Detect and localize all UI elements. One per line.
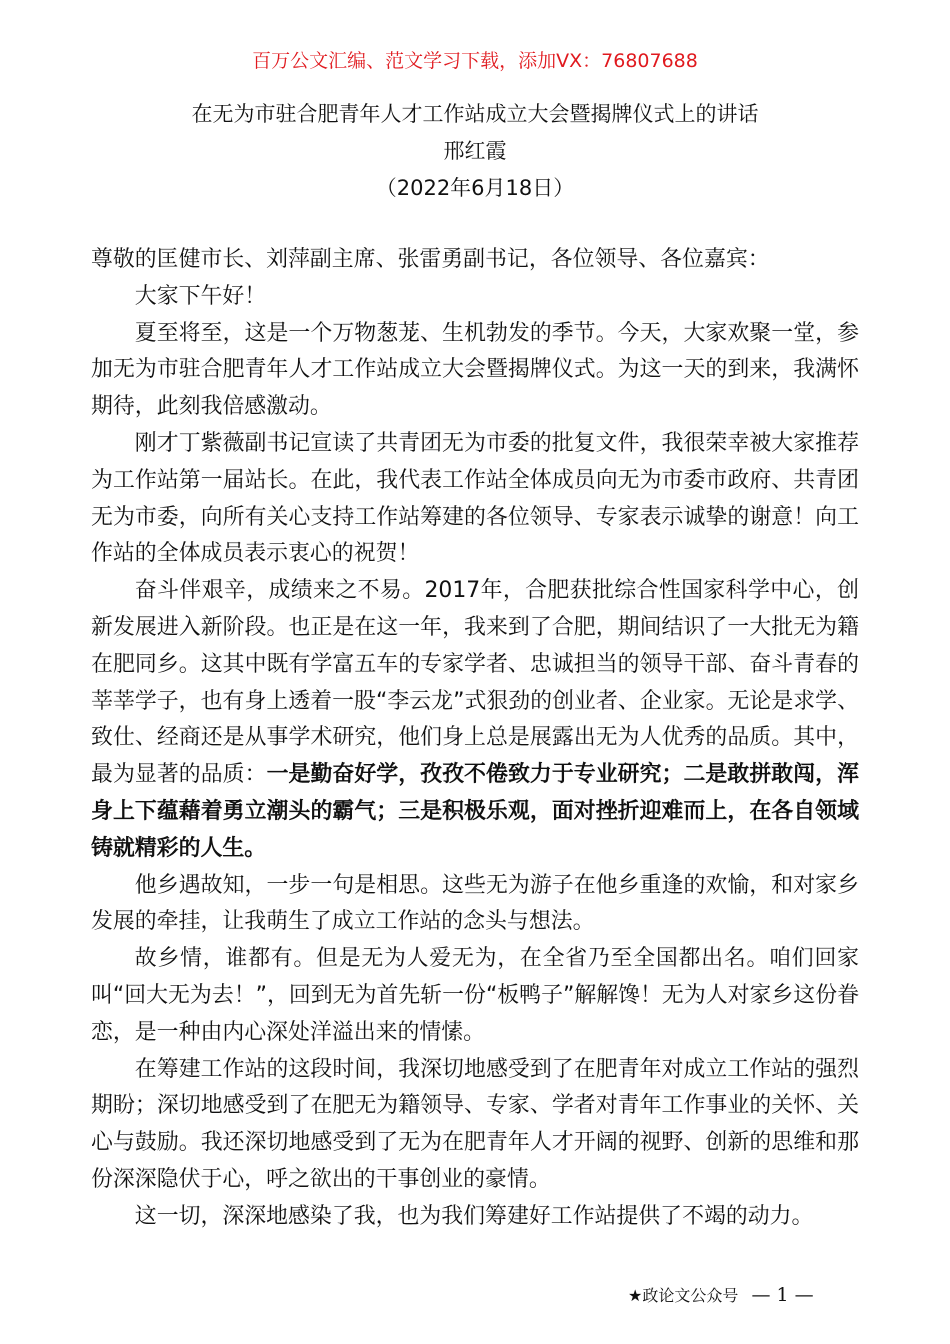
- paragraph: 这一切，深深地感染了我，也为我们筹建好工作站提供了不竭的动力。: [134, 1203, 814, 1229]
- speech-title: 在无为市驻合肥青年人才工作站成立大会暨揭牌仪式上的讲话: [191, 102, 759, 126]
- paragraph: 故乡情，谁都有。但是无为人爱无为，在全省乃至全国都出名。咱们回家叫“回大无为去！”，回到无为首先斩一份“板鸭子”解解馋！无为人对家乡这份眷恋，是一种由内心深处洋溢出来的情愫。: [91, 946, 859, 1045]
- paragraph-bold-text: 一是勤奋好学，孜孜不倦致力于专业研究；二是敢拼敢闯，浑身上下蕴藉着勇立潮头的霸气；三是积极乐观，面对挫折迎难而上，在各自领域铸就精彩的人生。: [91, 762, 859, 861]
- salutation: 尊敬的匡健市长、刘萍副主席、张雷勇副书记，各位领导、各位嘉宾：: [91, 247, 770, 272]
- page-footer: [628, 1283, 814, 1306]
- paragraph: 大家下午好！: [134, 283, 267, 309]
- watermark-banner: 百万公文汇编、范文学习下载，添加VX：76807688: [252, 50, 698, 72]
- speech-body: [91, 242, 859, 1236]
- paragraph: [91, 573, 859, 867]
- paragraph: 他乡遇故知，一步一句是相思。这些无为游子在他乡重逢的欢愉，和对家乡发展的牵挂，让我萌生了成立工作站的念头与想法。: [91, 872, 859, 935]
- paragraph-text: 奋斗伴艰辛，成绩来之不易。2017年，合肥获批综合性国家科学中心，创新发展进入新阶段。也正是在这一年，我来到了合肥，期间结识了一大批无为籍在肥同乡。这其中既有学富五车的专家学者、忠诚担当的领导干部、奋斗青春的莘莘学子，也有身上透着一股“李云龙”式狠劲的创业者、企业家。无论是求学、致仕、经商还是从事学术研究，他们身上总是展露出无为人优秀的品质。其中，最为显著的品质：: [91, 578, 859, 788]
- paragraph: 刚才丁紫薇副书记宣读了共青团无为市委的批复文件，我很荣幸被大家推荐为工作站第一届站长。在此，我代表工作站全体成员向无为市委市政府、共青团无为市委，向所有关心支持工作站筹建的各位领导、专家表示诚挚的谢意！向工作站的全体成员表示衷心的祝贺！: [91, 430, 859, 567]
- speech-date: （2022年6月18日）: [375, 176, 575, 200]
- page-number: — 1 —: [751, 1284, 814, 1306]
- paragraph: 夏至将至，这是一个万物葱茏、生机勃发的季节。今天，大家欢聚一堂，参加无为市驻合肥青年人才工作站成立大会暨揭牌仪式。为这一天的到来，我满怀期待，此刻我倍感激动。: [91, 320, 859, 420]
- footer-source: ★政论文公众号: [628, 1286, 739, 1305]
- paragraph: 在筹建工作站的这段时间，我深切地感受到了在肥青年对成立工作站的强烈期盼；深切地感受到了在肥无为籍领导、专家、学者对青年工作事业的关怀、关心与鼓励。我还深切地感受到了无为在肥青年人才开阔的视野、创新的思维和那份深深隐伏于心，呼之欲出的干事创业的豪情。: [91, 1056, 859, 1192]
- speech-author: 邢红霞: [443, 139, 507, 163]
